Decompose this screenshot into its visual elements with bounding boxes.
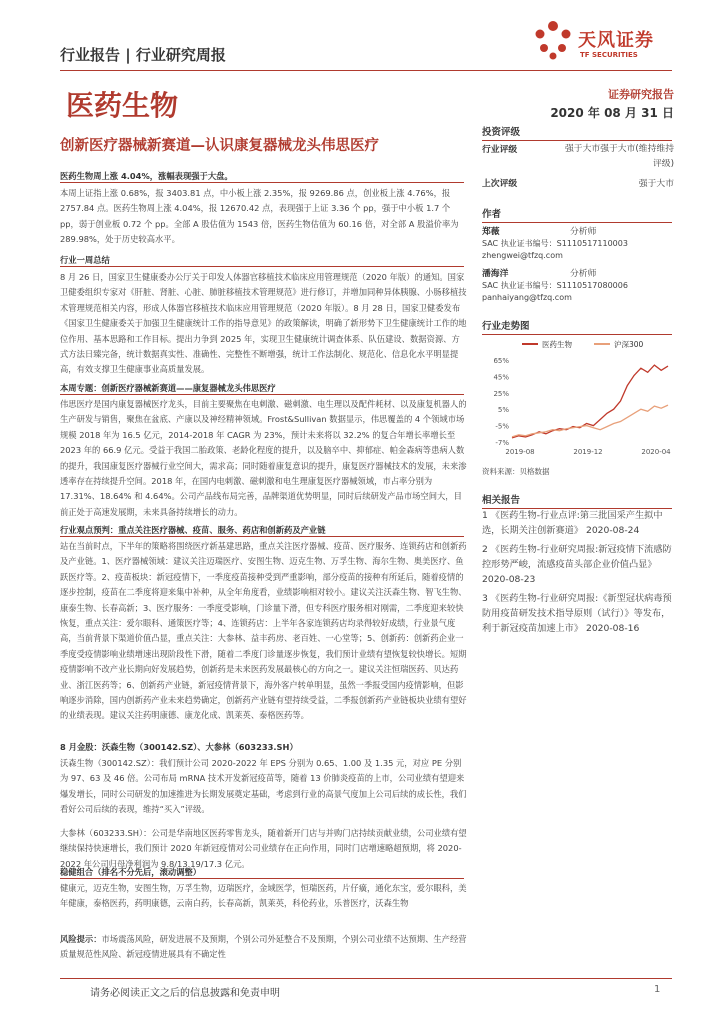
y-tick-label: -7% [495, 439, 509, 447]
company-logo [530, 18, 670, 68]
risk-text: 市场震荡风险，研发进展不及预期，个别公司外延整合不及预期，个别公司业绩不达预期、生产经营质量规范性风险、新冠疫情进展具有不确定性 [60, 934, 467, 960]
section-heading-2: 行业一周总结 [60, 254, 464, 267]
author-2-role: 分析师 [570, 269, 597, 279]
series-line [512, 405, 668, 437]
page-number: 1 [654, 984, 661, 995]
header-divider [60, 70, 672, 71]
section-body-5a: 沃森生物（300142.SZ）：我们预计公司 2020-2022 年 EPS 分别为 0.65、1.00 及 1.35 元，对应 PE 分别为 97、63 及 46 倍。公司布局 mRNA 技术开发新冠疫苗等，随着 13 价肺炎疫苗的上市，公司业绩有望迎来爆发增长，同时公司研发的加速推进为长期发展奠定基础，考虑到行业的高景气度加上公司后续的成长性，我们看好公司后续的表现，维持“买入”评级。 [60, 758, 467, 815]
x-tick-label: 2020-04 [641, 448, 671, 456]
author-1-name: 郑薇 [482, 227, 500, 237]
related-report-date: 2020-08-23 [482, 574, 536, 585]
y-tick-label: 65% [493, 357, 509, 365]
sector-title: 医药生物 [66, 89, 179, 122]
author-2-name: 潘海洋 [482, 269, 509, 279]
related-reports-list [482, 508, 672, 640]
y-tick-label: -5% [495, 422, 509, 431]
author-1-role: 分析师 [570, 227, 597, 237]
legend-label: 沪深300 [614, 340, 644, 349]
related-report-title[interactable]: 2 《医药生物-行业研究周报:新冠疫情下流感防控形势严峻，流感疫苗头部企业价值凸显》 [482, 544, 672, 570]
section-body-5b: 大参林（603233.SH）：公司是华南地区医药零售龙头，随着新开门店与并购门店持续贡献业绩，公司业绩有望继续保持快速增长，我们预计 2020 年新冠疫情对公司业绩存在正向作用，同时门店增速略超预期，将 2020-2022 年公司归母净利润为 9.8/13.19/17.3 亿元。 [60, 828, 467, 869]
footer-divider [60, 978, 672, 979]
section-body-2: 8 月 26 日，国家卫生健康委办公厅关于印发人体器官移植技术临床应用管理规范（2020 年版）的通知。国家卫健委组织专家对《肝脏、肾脏、心脏、肺脏移植技术管理规范》进行修订，并增加同种异体胰腺、小肠移植技术管理规范相关内容，形成人体器官移植技术临床应用管理规范（2020 年版）。8 月 28 日，国家卫健委发布《国家卫生健康委关于加强卫生健康统计工作的指导意见》的政策解读，明确了新形势下卫生健康统计工作的地位作用、基本思路和工作目标。提出力争到 2025 年，实现卫生健康统计调查体系、队伍建设、数据资源、方式方法日臻完备，统计数据真实性、准确性、完整性不断增强，统计工作法制化、规范化、信息化水平明显提高，有效支撑卫生健康事业高质量发展。 [60, 272, 467, 375]
author-2-email[interactable]: panhaiyang@tfzq.com [482, 293, 572, 302]
section-body-1: 本周上证指上涨 0.68%，报 3403.81 点，中小板上涨 2.35%，报 9269.86 点，创业板上涨 4.76%，报 2757.84 点。医药生物周上涨 4.04%，报 12670.42 点，表现强于上证 3.36 个 pp，强于中小板 1.7 个 pp，弱于创业板 0.72 个 pp。全部 A 股估值为 1543 倍，医药生物估值为 60.16 倍，对全部 A 股溢价率为 289.98%，处于历史较高水平。 [60, 188, 459, 245]
y-tick-label: 5% [497, 406, 509, 415]
report-category: 行业报告 | 行业研究周报 [60, 46, 226, 64]
section-heading-3: 本周专题：创新医疗器械新赛道——康复器械龙头伟思医疗 [60, 382, 464, 395]
report-title: 创新医疗器械新赛道—认识康复器械龙头伟思医疗 [60, 138, 379, 154]
author-heading: 作者 [482, 206, 672, 223]
author-2-cert: SAC 执业证书编号：S1110517080006 [482, 281, 628, 290]
author-1-email[interactable]: zhengwei@tfzq.com [482, 251, 563, 260]
risk-warning [60, 932, 468, 963]
related-report-item[interactable] [482, 542, 672, 587]
section-body-3: 伟思医疗是国内康复器械医疗龙头，目前主要聚焦在电刺激、磁刺激、电生理以及配件耗材、以及康复机器人的生产研发与销售，聚焦在盆底、产康以及神经精神领域。Frost&Sullivan 数据显示，伟思覆盖的 4 个领域市场规模 2018 年为 16.5 亿元，2014-2018 年 CAGR 为 23%，预计未来将以 32.2% 的复合年增长率增长至 2023 年的 66.9 亿元。受益于我国二胎政策、老龄化程度的提升，以及脑卒中、抑郁症、帕金森病等患病人数的提升，我国康复医疗器械行业空间大，需求高；同时随着康复意识的提升，康复医疗器械技术的发展，未来渗透率存在持续提升空间。2018 年，在国内电刺激、磁刺激和电生理康复医疗器械领域，市占率分别为 17.31%、18.64% 和 4.64%。公司产品线布局完善，品牌渠道优势明显，同时后续研发产品市场空间大，目前正处于高速发展期，未来具备持续增长的动力。 [60, 399, 467, 517]
report-type: 证券研究报告 [608, 88, 674, 101]
x-tick-label: 2019-08 [505, 448, 535, 456]
footer-disclaimer: 请务必阅读正文之后的信息披露和免责申明 [90, 988, 280, 999]
rating-heading: 投资评级 [482, 124, 672, 141]
legend-label: 医药生物 [542, 340, 572, 349]
report-date: 2020 年 08 月 31 日 [550, 106, 674, 120]
section-body-4: 站在当前时点，下半年的策略将围绕医疗新基建思路，重点关注医疗器械、疫苗、医疗服务、连锁药店和创新药及产业链。1、医疗器械领域：建议关注迈瑞医疗、安图生物、迈克生物、万孚生物、海尔生物、奥美医疗、鱼跃医疗等。2、疫苗板块：新冠疫情下，一季度疫苗接种受到严重影响，部分疫苗的接种有所延后，随着疫情的逐步控制，疫苗在二季度将迎来集中补种，从全年角度看，业绩影响相对较小。建议关注沃森生物、智飞生物、康泰生物、长春高新；3、医疗服务：一季度受影响，门诊量下滑，但专科医疗服务相对刚需，二季度迎来较快恢复，重点关注：爱尔眼科、通策医疗等；4、连锁药店：上半年各家连锁药店均录得较好成绩，行业景气度高，当前背景下渠道价值凸显，重点关注：大参林、益丰药房、老百姓、一心堂等；5、创新药：创新药企业一季度受疫情影响业绩增速出现阶段性下滑，随着二季度门诊量逐步恢复，我们预计业绩有望恢复较快增长。短期疫情影响不改产业长期向好发展趋势，创新药是未来医药发展最核心的方向之一。建议关注恒瑞医药、贝达药业、浙江医药等；6、创新药产业链，新冠疫情背景下，海外客户转单明显，虽然一季报受国内疫情影响，但影响逐步消除，国内创新药产业未来趋势确定，创新药产业链有望持续受益，二季报创新药产业链板块业绩有望好的业绩表现。建议关注药明康德、康龙化成、凯莱英、泰格医药等。 [60, 541, 467, 721]
chart-heading: 行业走势图 [482, 318, 672, 335]
related-report-item[interactable] [482, 591, 672, 636]
related-report-date: 2020-08-24 [583, 525, 640, 536]
logo-text: 天风证券 [578, 30, 654, 51]
previous-rating-value: 强于大市 [638, 179, 674, 189]
logo-icon [530, 18, 576, 64]
risk-label: 风险提示： [60, 934, 102, 944]
related-report-title[interactable]: 1 《医药生物-行业点评:第三批国采产生拟中选，长期关注创新赛道》 [482, 510, 663, 536]
section-heading-5: 8 月金股：沃森生物（300142.SZ）、大参林（603233.SH） [60, 742, 298, 752]
x-tick-label: 2019-12 [573, 448, 603, 456]
related-report-title[interactable]: 3 《医药生物-行业研究周报:《新型冠状病毒预防用疫苗研发技术指导原则（试行）》等发布，利于新冠疫苗加速上市》 [482, 593, 672, 634]
previous-rating-label: 上次评级 [482, 179, 518, 189]
chart-source: 资料来源：贝格数据 [482, 467, 550, 476]
related-report-item[interactable] [482, 508, 672, 538]
section-heading-4: 行业观点预判：重点关注医疗器械、疫苗、服务、药店和创新药及产业链 [60, 524, 464, 537]
industry-rating-value: 强于大市强于大市(维持维持评级) [565, 144, 674, 169]
industry-rating-label: 行业评级 [482, 145, 518, 155]
author-1-cert: SAC 执业证书编号：S1110517110003 [482, 239, 628, 248]
industry-trend-chart [482, 336, 672, 462]
logo-subtext: TF SECURITIES [580, 51, 638, 59]
related-report-date: 2020-08-16 [583, 623, 640, 634]
related-reports-heading: 相关报告 [482, 492, 672, 509]
y-tick-label: 25% [493, 389, 509, 398]
section-heading-6: 稳健组合（排名不分先后，滚动调整） [60, 866, 464, 879]
y-tick-label: 45% [493, 373, 509, 382]
section-body-6: 健康元，迈克生物，安图生物，万孚生物，迈瑞医疗，金域医学，恒瑞医药，片仔癀，通化东宝，爱尔眼科，美年健康，泰格医药，药明康德，云南白药，长春高新，凯莱英，科伦药业，乐普医疗，沃森生物 [60, 883, 467, 909]
section-heading-1: 医药生物周上涨 4.04%，涨幅表现强于大盘。 [60, 170, 464, 183]
